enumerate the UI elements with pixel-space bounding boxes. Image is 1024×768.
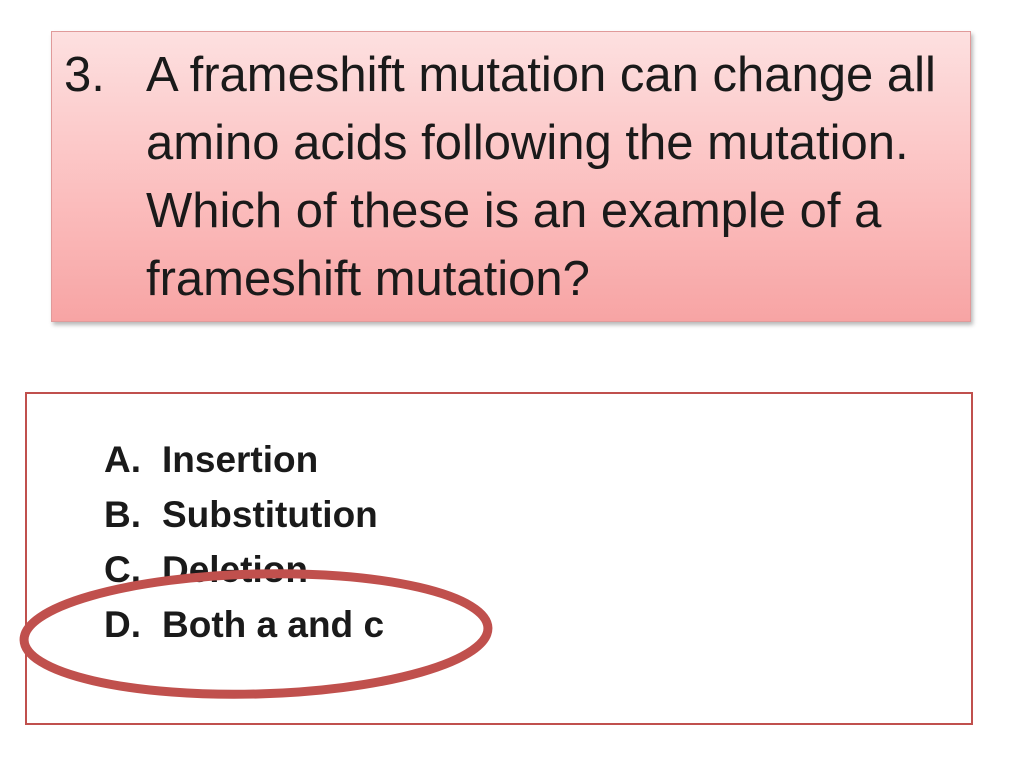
option-letter: C. [104,549,141,590]
question-text: A frameshift mutation can change all amino acids following the mutation. Which of these is an example of a frameshift mutation? [146,48,936,306]
option-letter: D. [104,604,141,645]
question-number: 3. [64,48,105,102]
option-text: Insertion [162,439,319,480]
option-d [104,597,384,652]
option-text: Deletion [162,549,308,590]
option-text: Both a and c [162,604,385,645]
option-a [104,432,384,487]
option-text: Substitution [162,494,378,535]
option-letter: A. [104,439,141,480]
answer-options-list [104,432,384,652]
question-box [51,31,971,322]
option-b [104,487,384,542]
option-c [104,542,384,597]
option-letter: B. [104,494,141,535]
